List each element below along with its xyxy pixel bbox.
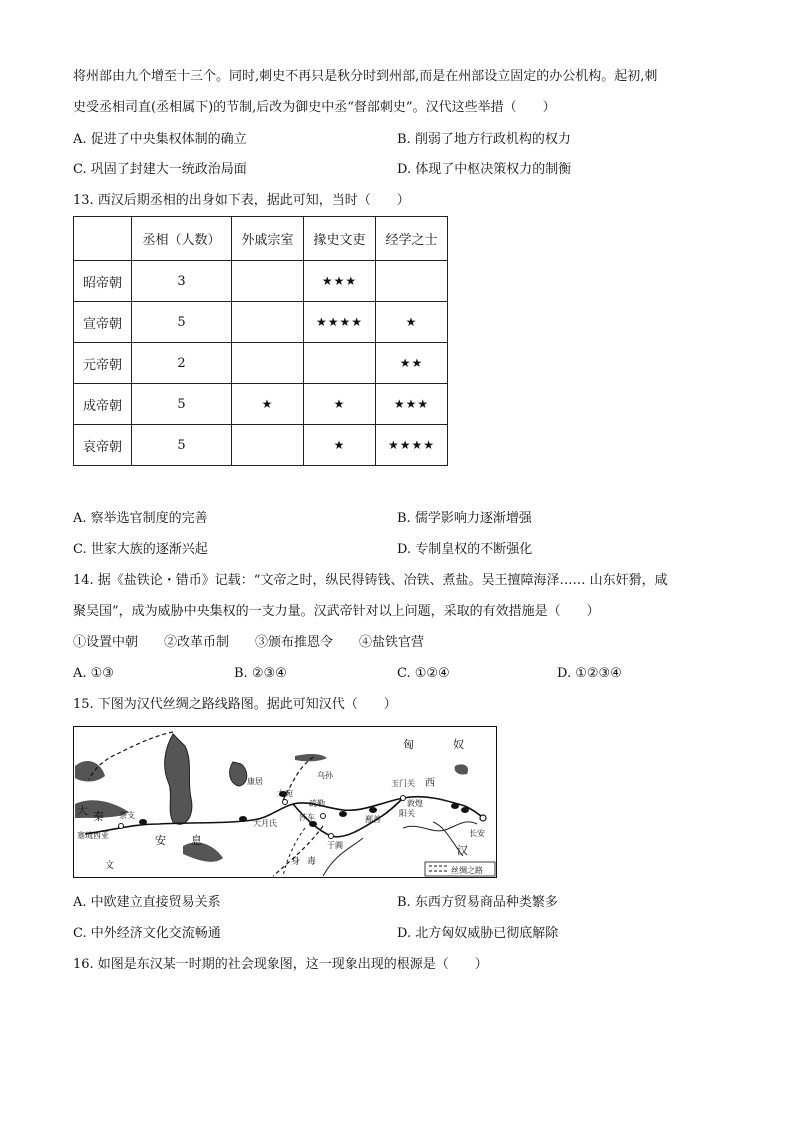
q12-stem-line1: 将州部由九个增至十三个。同时,刺史不再只是秋分时到州部,而是在州部设立固定的办公机构。起初,刺 bbox=[73, 69, 658, 84]
legend-label: 丝绸之路 bbox=[451, 866, 483, 875]
map-label: 大月氏 bbox=[253, 819, 277, 828]
q13-option-c[interactable]: C. 世家大族的逐渐兴起 bbox=[73, 542, 208, 557]
silk-road-map bbox=[73, 726, 497, 878]
table-row bbox=[74, 425, 448, 466]
table-cell: 昭帝朝 bbox=[74, 261, 132, 302]
changan-city-marker bbox=[480, 815, 486, 821]
q12-option-a[interactable]: A. 促进了中央集权体制的确立 bbox=[73, 132, 247, 147]
q13-option-b[interactable]: B. 儒学影响力逐渐增强 bbox=[397, 511, 532, 526]
q13-option-a[interactable]: A. 察举选官制度的完善 bbox=[73, 511, 208, 526]
table-cell: 5 bbox=[132, 384, 232, 425]
shule-city-marker bbox=[321, 814, 326, 819]
table-cell: 5 bbox=[132, 425, 232, 466]
q14-choices: ①设置中朝 ②改革币制 ③颁布推恩令 ④盐铁官营 bbox=[73, 635, 425, 650]
q12-option-c[interactable]: C. 巩固了封建大一统政治局面 bbox=[73, 162, 247, 177]
map-label: 鄯善 bbox=[365, 815, 381, 824]
table-cell bbox=[232, 261, 304, 302]
table-cell bbox=[304, 343, 376, 384]
table-header-cell: 经学之士 bbox=[376, 217, 448, 261]
map-label: 息 bbox=[191, 834, 202, 847]
q13-option-d[interactable]: D. 专制皇权的不断强化 bbox=[397, 542, 533, 557]
map-label: 莎车 bbox=[299, 813, 315, 822]
q15-option-c[interactable]: C. 中外经济文化交流畅通 bbox=[73, 926, 221, 941]
map-label: 疏勒 bbox=[309, 799, 325, 808]
table-cell: 2 bbox=[132, 343, 232, 384]
q12-option-d[interactable]: D. 体现了中枢决策权力的制衡 bbox=[397, 162, 572, 177]
table-cell: ★ bbox=[376, 302, 448, 343]
table-cell: ★ bbox=[232, 384, 304, 425]
q12-stem-line2: 史受丞相司直(丞相属下)的节制,后改为御史中丞“督部刺史”。汉代这些举措（ ） bbox=[73, 100, 556, 115]
q15-stem: 15. 下图为汉代丝绸之路线路图。据此可知汉代（ ） bbox=[73, 697, 397, 712]
table-cell: ★★★★ bbox=[304, 302, 376, 343]
table-row bbox=[74, 343, 448, 384]
table-cell bbox=[376, 261, 448, 302]
q15-option-a[interactable]: A. 中欧建立直接贸易关系 bbox=[73, 895, 221, 910]
table-row bbox=[74, 261, 448, 302]
table-row bbox=[74, 302, 448, 343]
map-label: 身 bbox=[291, 857, 301, 867]
map-label: 匈 bbox=[403, 738, 414, 751]
table-cell bbox=[232, 302, 304, 343]
table-cell: 5 bbox=[132, 302, 232, 343]
table-cell: ★ bbox=[304, 384, 376, 425]
q13-table bbox=[73, 216, 448, 466]
table-cell bbox=[232, 425, 304, 466]
table-cell bbox=[232, 343, 304, 384]
map-label: 玉门关 bbox=[391, 779, 415, 788]
q16-stem: 16. 如图是东汉某一时期的社会现象图，这一现象出现的根源是（ ） bbox=[73, 957, 488, 972]
table-cell: ★★★ bbox=[304, 261, 376, 302]
q14-stem-line1: 14. 据《盐铁论・错币》记载：“文帝之时，纵民得铸钱、冶铁、煮盐。吴王擅障海泽…… 山东奸猾，咸 bbox=[73, 573, 668, 588]
q14-stem-line2: 聚吴国”，成为威胁中央集权的一支力量。汉武帝针对以上问题，采取的有效措施是（ ） bbox=[73, 604, 600, 619]
map-label: 秦 bbox=[93, 810, 104, 823]
map-label: 条支 bbox=[119, 811, 135, 820]
map-label: 大宛 bbox=[277, 789, 293, 798]
table-cell: 宣帝朝 bbox=[74, 302, 132, 343]
map-label: 乌孙 bbox=[317, 771, 333, 780]
table-cell: 3 bbox=[132, 261, 232, 302]
table-cell: ★★★ bbox=[376, 384, 448, 425]
map-label: 西 bbox=[425, 778, 435, 789]
map-label: 塞琉西亚 bbox=[77, 831, 109, 840]
q15-option-d[interactable]: D. 北方匈奴威胁已彻底解除 bbox=[397, 926, 559, 941]
table-cell: ★ bbox=[304, 425, 376, 466]
map-label: 长安 bbox=[469, 829, 485, 838]
q14-option-c[interactable]: C. ①②④ bbox=[397, 666, 450, 681]
dunhuang-city-marker bbox=[401, 796, 406, 801]
q14-option-a[interactable]: A. ①③ bbox=[73, 666, 114, 681]
table-header-cell: 外戚宗室 bbox=[232, 217, 304, 261]
map-label: 于阗 bbox=[327, 841, 343, 850]
table-row bbox=[74, 384, 448, 425]
table-header-cell: 掾史文吏 bbox=[304, 217, 376, 261]
map-label: 康居 bbox=[247, 777, 263, 786]
table-cell: 成帝朝 bbox=[74, 384, 132, 425]
map-label: 毒 bbox=[307, 857, 317, 867]
yutian-city-marker bbox=[329, 834, 334, 839]
q14-option-d[interactable]: D. ①②③④ bbox=[557, 666, 622, 681]
q13-stem: 13. 西汉后期丞相的出身如下表，据此可知，当时（ ） bbox=[73, 193, 410, 208]
table-cell: 元帝朝 bbox=[74, 343, 132, 384]
table-cell: ★★★★ bbox=[376, 425, 448, 466]
map-label: 敦煌 bbox=[407, 799, 423, 808]
map-label: 文 bbox=[105, 861, 115, 871]
table-cell: 哀帝朝 bbox=[74, 425, 132, 466]
q12-option-b[interactable]: B. 削弱了地方行政机构的权力 bbox=[397, 132, 571, 147]
map-legend bbox=[425, 862, 495, 876]
map-label: 大 bbox=[77, 804, 88, 817]
table-header-row bbox=[74, 217, 448, 261]
table-cell: ★★ bbox=[376, 343, 448, 384]
map-label: 汉 bbox=[457, 844, 468, 857]
q15-option-b[interactable]: B. 东西方贸易商品种类繁多 bbox=[397, 895, 558, 910]
map-label: 阳关 bbox=[399, 809, 415, 818]
map-label: 奴 bbox=[453, 738, 464, 751]
seleucia-city-marker bbox=[119, 824, 124, 829]
dayuan-city-marker bbox=[283, 800, 288, 805]
map-label: 安 bbox=[155, 834, 166, 847]
q14-option-b[interactable]: B. ②③④ bbox=[234, 666, 287, 681]
table-header-cell: 丞相（人数） bbox=[132, 217, 232, 261]
table-header-cell bbox=[74, 217, 132, 261]
